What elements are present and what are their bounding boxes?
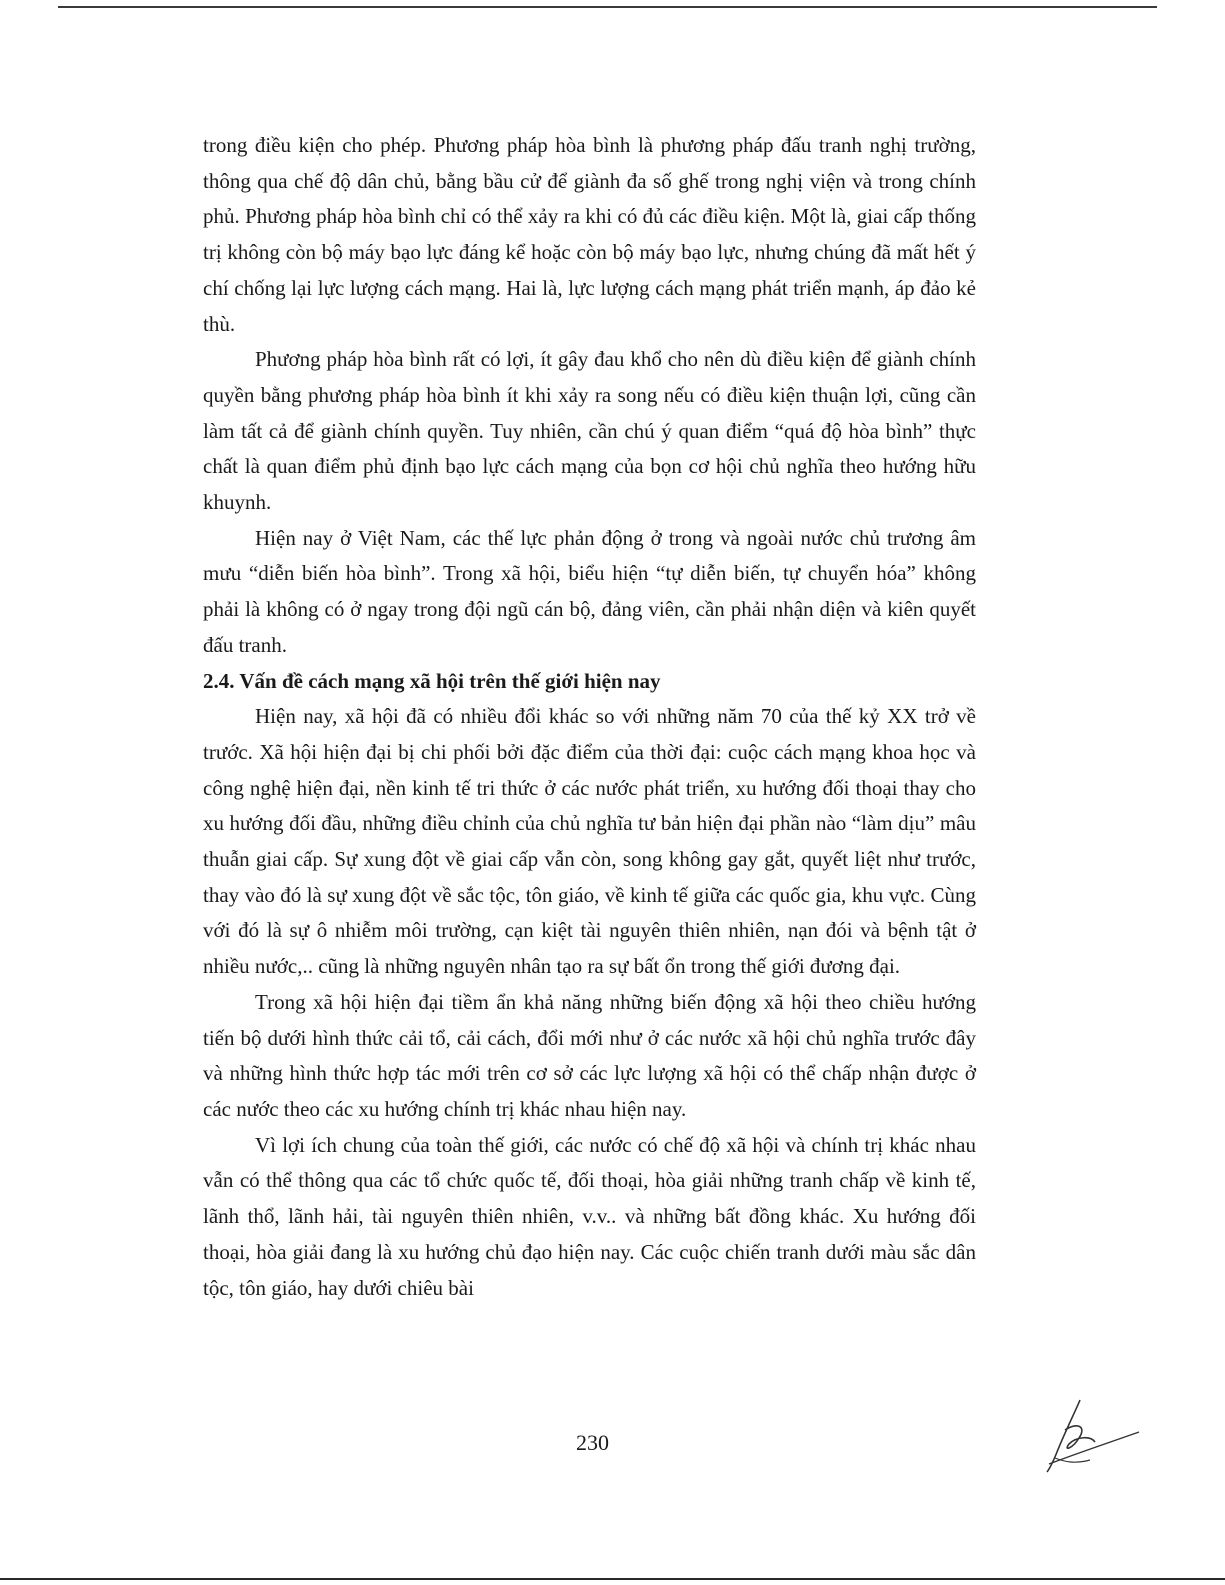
paragraph-continuation: trong điều kiện cho phép. Phương pháp hòa bình là phương pháp đấu tranh nghị trường, thông qua chế độ dân chủ, bằng bầu cử để giành đa số ghế trong nghị viện và trong chính phủ. Phương pháp hòa bình chỉ có thể xảy ra khi có đủ các điều kiện. Một là, giai cấp thống trị không còn bộ máy bạo lực đáng kể hoặc còn bộ máy bạo lực, nhưng chúng đã mất hết ý chí chống lại lực lượng cách mạng. Hai là, lực lượng cách mạng phát triển mạnh, áp đảo kẻ thù.: [203, 133, 976, 336]
page-number: 230: [576, 1430, 609, 1455]
paragraph-common-interests: Vì lợi ích chung của toàn thế giới, các nước có chế độ xã hội và chính trị khác nhau vẫn có thể thông qua các tổ chức quốc tế, đối thoại, hòa giải những tranh chấp về kinh tế, lãnh thổ, lãnh hải, tài nguyên thiên nhiên, v.v.. và những bất đồng khác. Xu hướng đối thoại, hòa giải đang là xu hướng chủ đạo hiện nay. Các cuộc chiến tranh dưới màu sắc dân tộc, tôn giáo, hay dưới chiêu bài: [203, 1132, 976, 1300]
document-body: [203, 128, 976, 1306]
paragraph-vietnam: Hiện nay ở Việt Nam, các thế lực phản động ở trong và ngoài nước chủ trương âm mưu “diễn biến hòa bình”. Trong xã hội, biểu hiện “tự diễn biến, tự chuyển hóa” không phải là không có ở ngay trong đội ngũ cán bộ, đảng viên, cần phải nhận diện và kiên quyết đấu tranh.: [203, 525, 976, 657]
handwritten-signature: [1035, 1392, 1145, 1482]
section-heading: 2.4. Vấn đề cách mạng xã hội trên thế giới hiện nay: [203, 668, 661, 693]
paragraph-social-changes: Trong xã hội hiện đại tiềm ẩn khả năng những biến động xã hội theo chiều hướng tiến bộ dưới hình thức cải tổ, cải cách, đổi mới như ở các nước xã hội chủ nghĩa trước đây và những hình thức hợp tác mới trên cơ sở các lực lượng xã hội có thể chấp nhận được ở các nước theo các xu hướng chính trị khác nhau hiện nay.: [203, 989, 976, 1121]
paragraph-modern-society: Hiện nay, xã hội đã có nhiều đổi khác so với những năm 70 của thế kỷ XX trở về trước. Xã hội hiện đại bị chi phối bởi đặc điểm của thời đại: cuộc cách mạng khoa học và công nghệ hiện đại, nền kinh tế tri thức ở các nước phát triển, xu hướng đối thoại thay cho xu hướng đối đầu, những điều chỉnh của chủ nghĩa tư bản hiện đại phần nào “làm dịu” mâu thuẫn giai cấp. Sự xung đột về giai cấp vẫn còn, song không gay gắt, quyết liệt như trước, thay vào đó là sự xung đột về sắc tộc, tôn giáo, về kinh tế giữa các quốc gia, khu vực. Cùng với đó là sự ô nhiễm môi trường, cạn kiệt tài nguyên thiên nhiên, nạn đói và bệnh tật ở nhiều nước,.. cũng là những nguyên nhân tạo ra sự bất ổn trong thế giới đương đại.: [203, 704, 976, 979]
top-border-line: [58, 6, 1157, 8]
bottom-border-line: [0, 1578, 1225, 1580]
paragraph-peaceful-method: Phương pháp hòa bình rất có lợi, ít gây đau khổ cho nên dù điều kiện để giành chính quyền bằng phương pháp hòa bình ít khi xảy ra song nếu có điều kiện thuận lợi, cũng cần làm tất cả để giành chính quyền. Tuy nhiên, cần chú ý quan điểm “quá độ hòa bình” thực chất là quan điểm phủ định bạo lực cách mạng của bọn cơ hội chủ nghĩa theo hướng hữu khuynh.: [203, 347, 976, 515]
